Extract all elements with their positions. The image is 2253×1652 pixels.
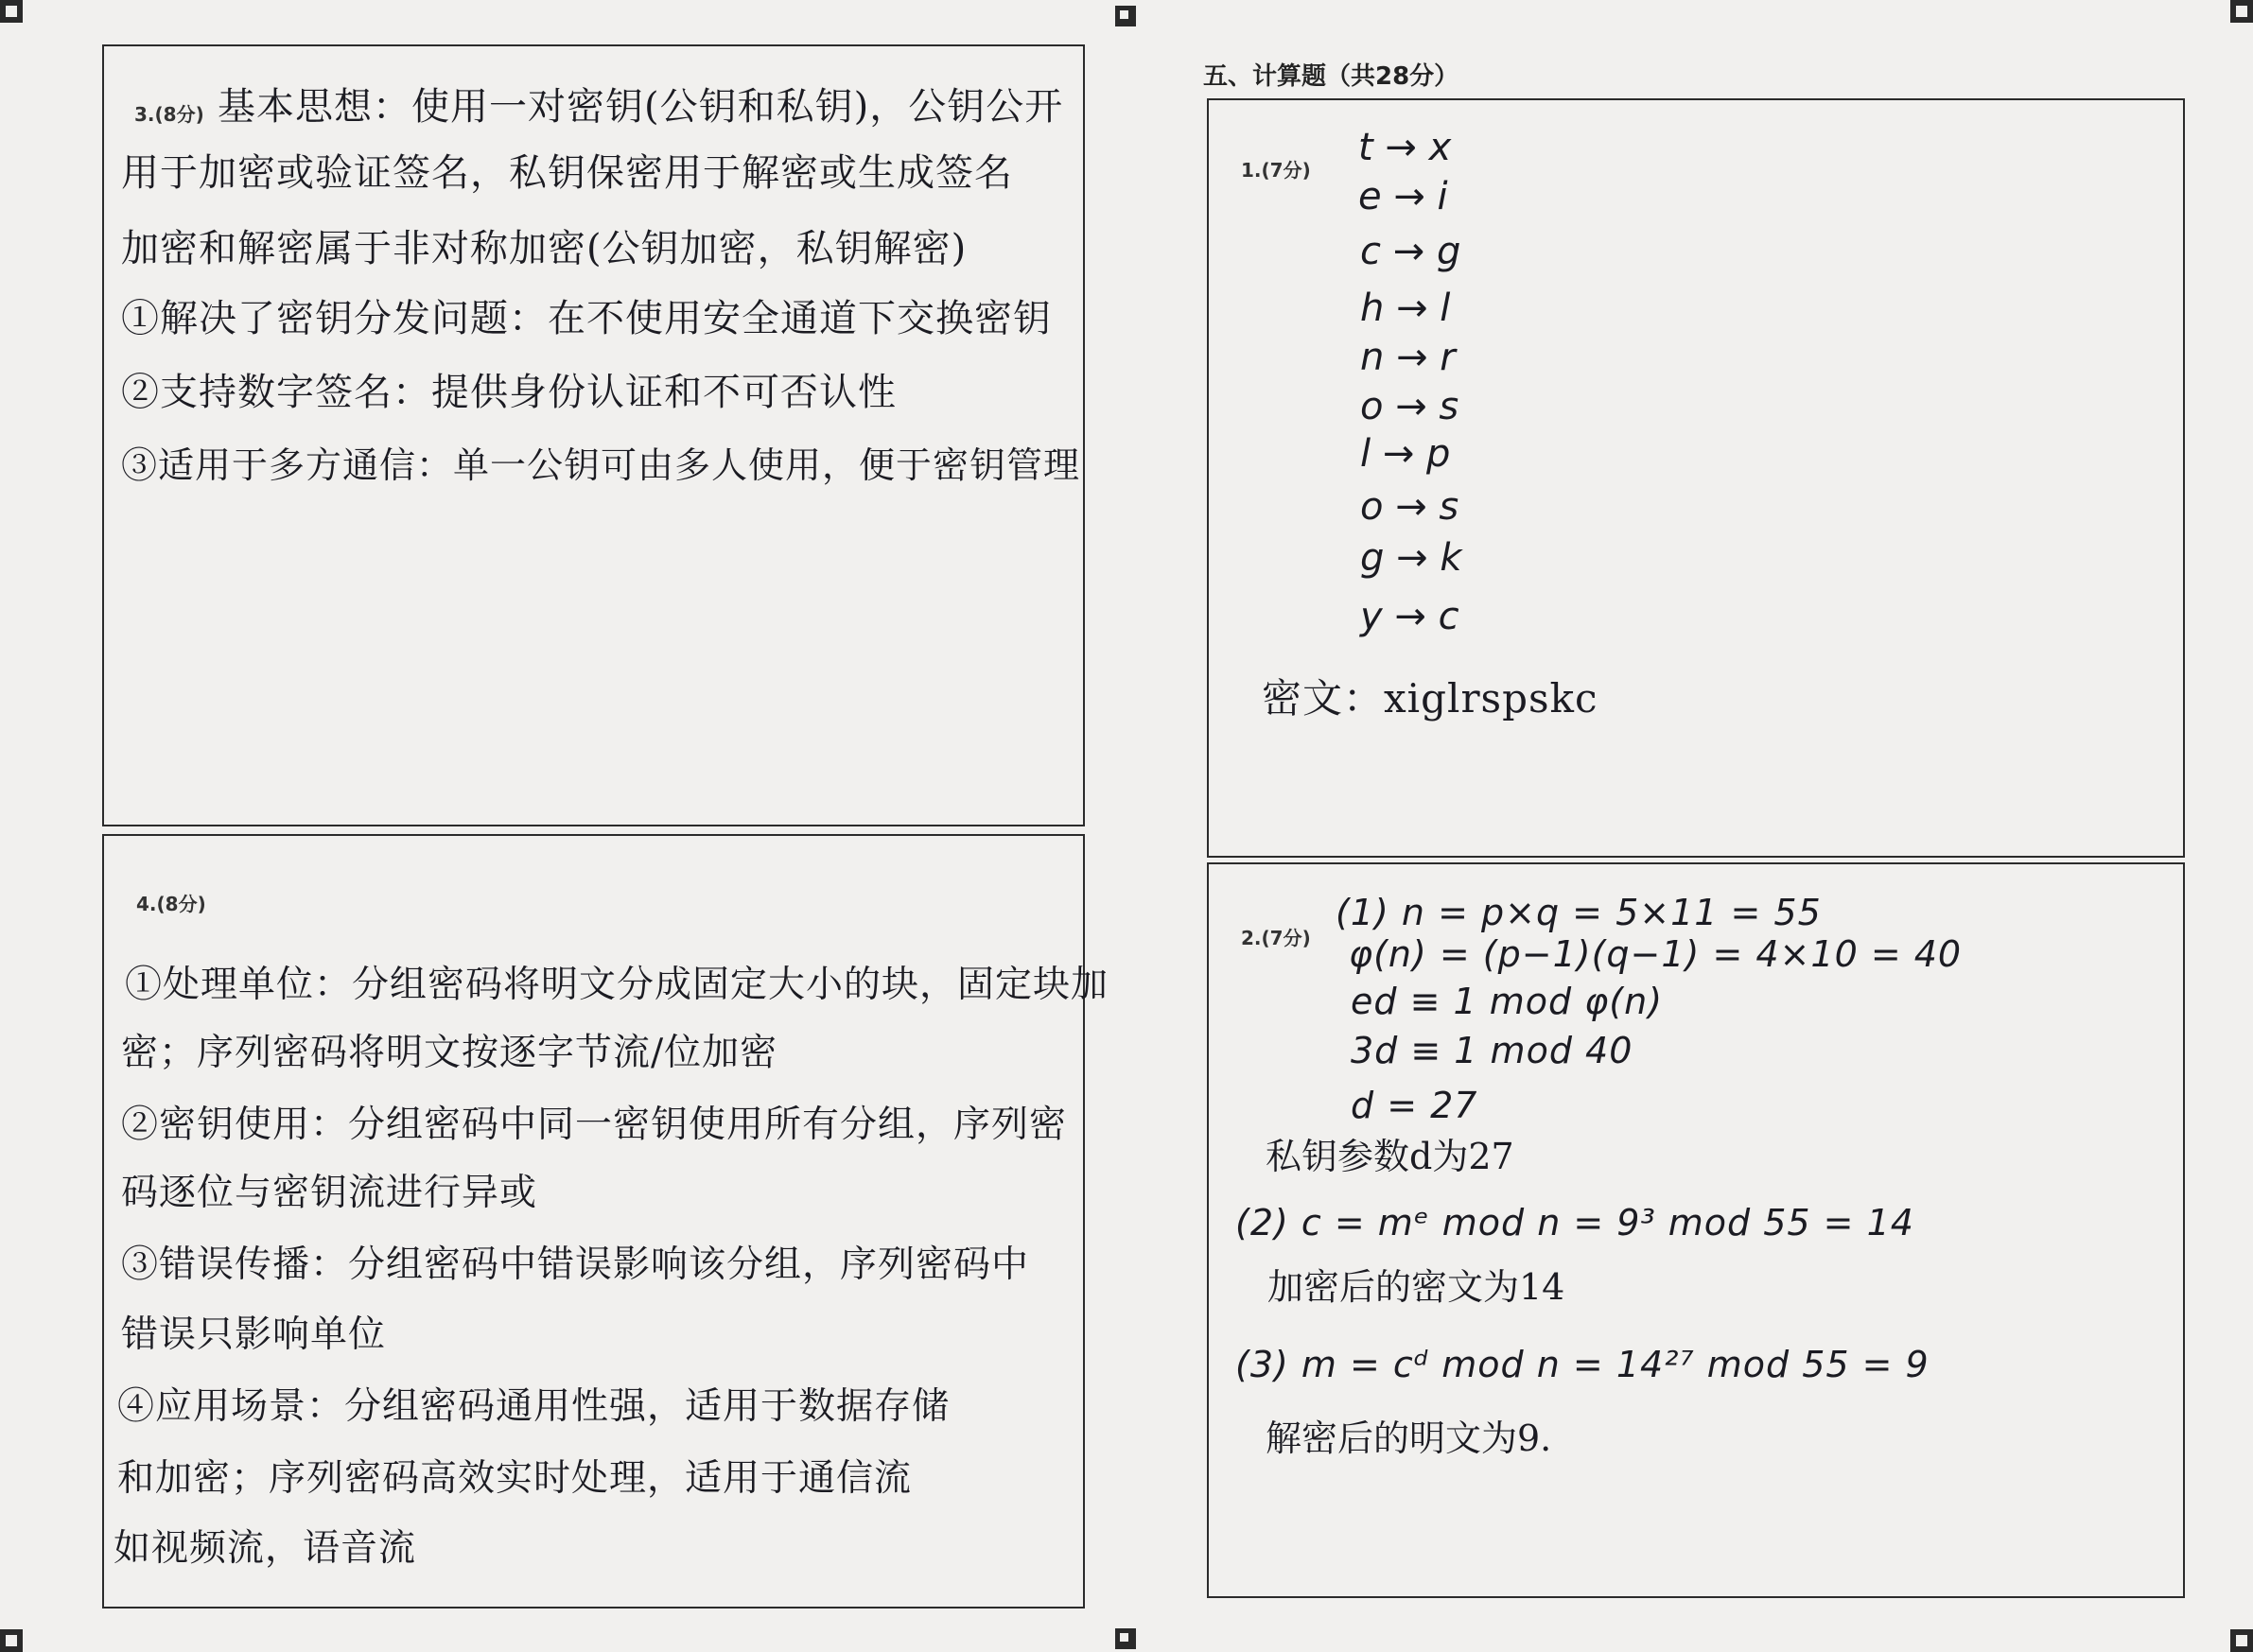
answer-box-calc-2 [1207, 862, 2185, 1598]
ciphertext-answer: 密文：xiglrspskc [1262, 675, 1598, 722]
calc2-line-2: φ(n) = (p−1)(q−1) = 4×10 = 40 [1349, 933, 1963, 975]
corner-marker-top-right [2230, 0, 2253, 23]
handwritten-line-q4-2: 密；序列密码将明文按逐字节流/位加密 [121, 1032, 778, 1074]
center-marker-bottom [1115, 1628, 1136, 1649]
handwritten-line-q3-6: ③适用于多方通信：单一公钥可由多人使用，便于密钥管理 [121, 444, 1081, 486]
handwritten-line-q4-8: 和加密；序列密码高效实时处理，适用于通信流 [117, 1457, 913, 1500]
calc2-line-5: d = 27 [1351, 1085, 1478, 1126]
handwritten-line-q3-5: ②支持数字签名：提供身份认证和不可否认性 [121, 371, 897, 414]
handwritten-line-q4-1: ①处理单位：分组密码将明文分成固定大小的块，固定块加 [125, 964, 1109, 1006]
mapping-line-4: h → l [1360, 287, 1451, 330]
question-label-q3: 3.(8分) [134, 103, 204, 126]
answer-box-calc-1 [1207, 98, 2185, 858]
handwritten-line-q3-3: 加密和解密属于非对称加密(公钥加密，私钥解密) [121, 227, 968, 270]
corner-marker-bottom-left [0, 1629, 23, 1652]
handwritten-line-q4-4: 码逐位与密钥流进行异或 [121, 1172, 538, 1214]
calc2-line-3: ed ≡ 1 mod φ(n) [1351, 981, 1664, 1022]
mapping-line-6: o → s [1360, 385, 1459, 428]
handwritten-line-q4-5: ③错误传播：分组密码中错误影响该分组，序列密码中 [121, 1243, 1030, 1286]
question-label-calc-1: 1.(7分) [1241, 159, 1311, 182]
question-label-calc-2: 2.(7分) [1241, 927, 1311, 949]
handwritten-line-q3-4: ①解决了密钥分发问题：在不使用安全通道下交换密钥 [121, 297, 1052, 340]
calc2-line-8: 加密后的密文为14 [1267, 1266, 1565, 1308]
answer-box-q4 [102, 834, 1109, 1609]
calc2-line-7: (2) c = mᵉ mod n = 9³ mod 55 = 14 [1235, 1202, 1914, 1243]
section-title: 五、计算题（共28分） [1203, 62, 1459, 91]
handwritten-line-q4-9: 如视频流，语音流 [114, 1527, 417, 1570]
mapping-line-7: l → p [1360, 432, 1451, 476]
mapping-line-2: e → i [1358, 175, 1448, 218]
center-marker-top [1115, 6, 1136, 26]
mapping-line-1: t → x [1358, 126, 1452, 169]
mapping-line-5: n → r [1360, 336, 1456, 379]
corner-marker-bottom-right [2230, 1629, 2253, 1652]
handwritten-line-q4-3: ②密钥使用：分组密码中同一密钥使用所有分组，序列密 [121, 1104, 1068, 1146]
answer-box-q3 [102, 44, 1085, 826]
question-label-q4: 4.(8分) [136, 893, 206, 915]
mapping-line-9: g → k [1360, 536, 1462, 580]
calc2-line-10: 解密后的明文为9. [1266, 1417, 1552, 1459]
handwritten-line-q3-1: 基本思想：使用一对密钥(公钥和私钥)，公钥公开 [218, 85, 1064, 129]
calc2-line-6: 私钥参数d为27 [1266, 1136, 1514, 1177]
handwritten-line-q3-2: 用于加密或验证签名，私钥保密用于解密或生成签名 [121, 151, 1013, 195]
calc2-line-4: 3d ≡ 1 mod 40 [1351, 1030, 1633, 1071]
calc2-line-9: (3) m = cᵈ mod n = 14²⁷ mod 55 = 9 [1235, 1344, 1930, 1385]
handwritten-line-q4-7: ④应用场景：分组密码通用性强，适用于数据存储 [117, 1385, 951, 1428]
corner-marker-top-left [0, 0, 23, 23]
calc2-line-1: (1) n = p×q = 5×11 = 55 [1336, 892, 1822, 933]
mapping-line-8: o → s [1360, 485, 1459, 529]
mapping-line-3: c → g [1360, 230, 1461, 273]
handwritten-line-q4-6: 错误只影响单位 [121, 1313, 387, 1356]
mapping-line-10: y → c [1360, 595, 1459, 638]
